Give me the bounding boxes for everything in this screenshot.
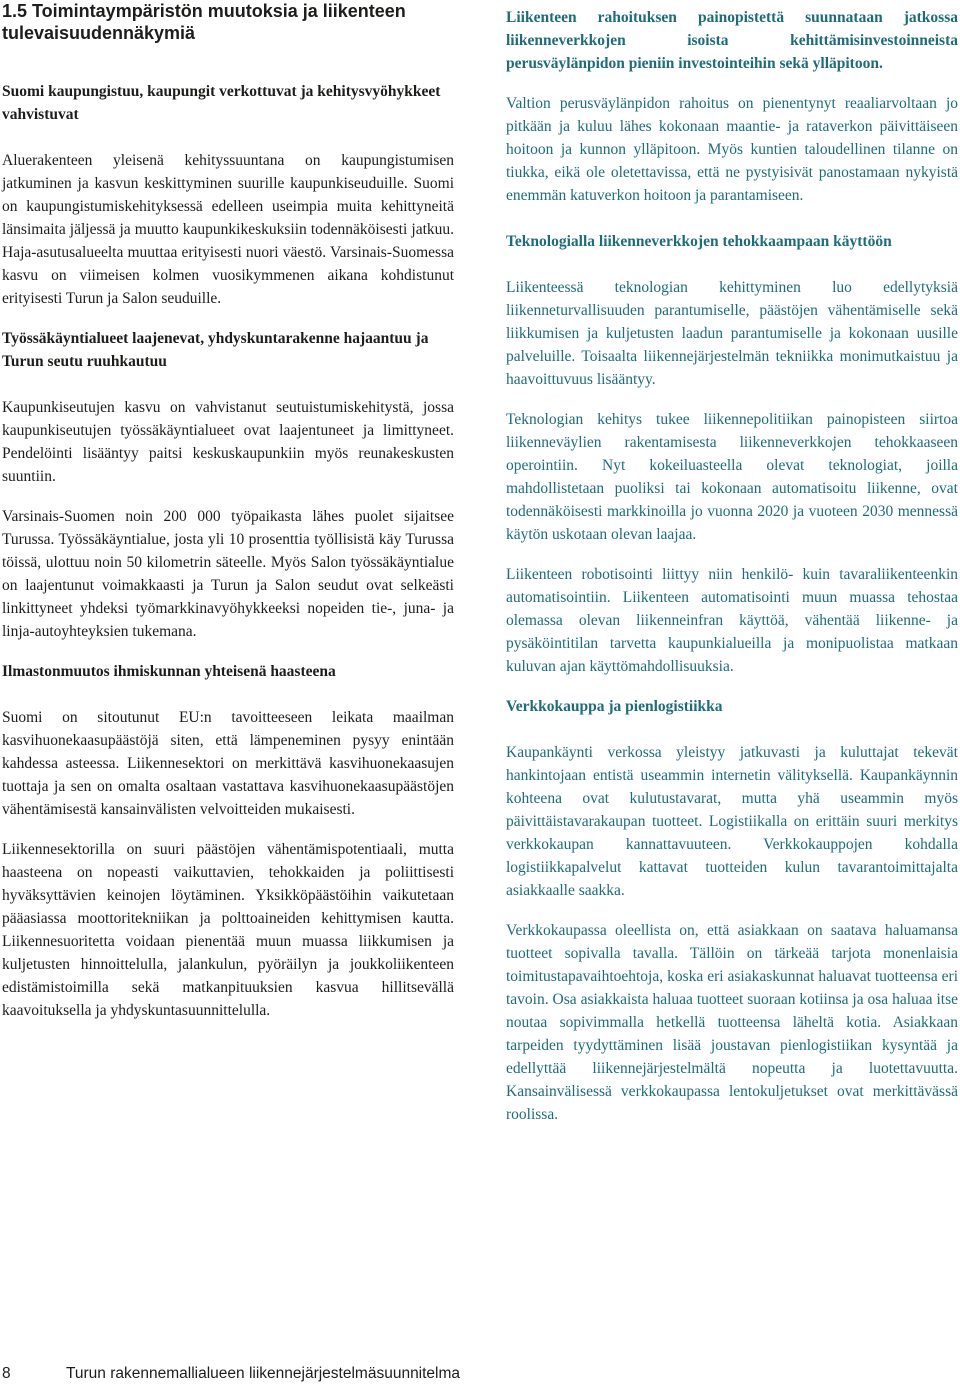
paragraph-funding: Valtion perusväylänpidon rahoitus on pienentynyt reaaliarvoltaan jo pitkään ja kuluu lähes kokonaan maantie- ja rataverkon päivittäiseen hoitoon ja kunnon ylläpitoon. Myös kuntien taloudellinen tilanne on tiukka, eikä ole oletettavissa, että ne pystyisivät panostamaan nykyistä enemmän katuverkon hoitoon ja parantamiseen. (506, 95, 958, 204)
section-title: 1.5 Toimintaympäristön muutoksia ja liikenteen tulevaisuudennäkymiä (2, 1, 406, 43)
page-footer (2, 1365, 702, 1383)
paragraph-technology-1: Liikenteessä teknologian kehittyminen luo edellytyksiä liikenneturvallisuuden parantumiselle, päästöjen vähentämiselle sekä liikkumisen ja kuljetusten laadun parantumiselle ja kokonaan uusille palveluille. Toisaalta liikennejärjestelmän tekniikka monimutkaistuu ja haavoittuvuus lisääntyy. (506, 279, 958, 388)
paragraph-climate-2: Liikennesektorilla on suuri päästöjen vähentämispotentiaali, mutta haasteena on nopeasti vaikuttavien, tehokkaiden ja poliittisesti hyväksyttävien keinojen löytäminen. Yksikköpäästöihin vaikutetaan pääasiassa moottoritekniikan ja polttoaineiden kehittymisen kautta. Liikennesuoritetta voidaan pienentää muun muassa liikkumisen ja kuljetusten hinnoittelulla, jalankulun, pyöräilyn ja joukkoliikenteen edistämistoimilla sekä matkanpituuksien kasvua hillitsevällä kaavoituksella ja yhdyskuntasuunnittelulla. (2, 841, 454, 1019)
paragraph-workareas-2: Varsinais-Suomen noin 200 000 työpaikasta lähes puolet sijaitsee Turussa. Työssäkäyntialue, josta yli 10 prosenttia työllisistä käy Turussa töissä, ulottuu noin 50 kilometrin säteelle. Myös Salon työssäkäyntialue on laajentunut voimakkaasti ja Turun ja Salon seudut ovat selkeästi linkittyneet yhdeksi työmarkkinavyöhykkeeksi nopeiden tie-, juna- ja linja-autoyhteyksien tukemana. (2, 508, 454, 640)
paragraph-ecommerce-2: Verkkokaupassa oleellista on, että asiakkaan on saatava haluamansa tuotteet sopivalla tavalla. Tällöin on tärkeää tarjota monenlaisia toimitustapavaihtoehtoja, koska eri asiakaskunnat haluavat tuotteensa eri tavoin. Osa asiakkaista haluaa tuotteet suoraan kotiinsa ja osa haluaa itse noutaa sopivimmalla hetkellä tuotteensa läheltä kotia. Asiakkaan tarpeiden tyydyttäminen lisää joustavan pienlogistiikan kysyntää ja edellyttää liikennejärjestelmältä nopeutta ja luotettavuutta. Kansainvälisessä verkkokaupassa lentokuljetukset ovat merkittävässä roolissa. (506, 922, 958, 1123)
paragraph-workareas-1: Kaupunkiseutujen kasvu on vahvistanut seutuistumiskehitystä, jossa kaupunkiseutujen työssäkäyntialueet ovat laajentuneet ja limittyneet. Pendelöinti lisääntyy paitsi keskuskaupunkiin myös reunakeskusten suuntiin. (2, 399, 454, 485)
subheading-urbanization: Suomi kaupungistuu, kaupungit verkottuvat ja kehitysvyöhykkeet vahvistuvat (2, 83, 441, 123)
page-number: 8 (2, 1365, 11, 1382)
paragraph-technology-2: Teknologian kehitys tukee liikennepolitiikan painopisteen siirtoa liikenneväylien rakentamisesta liikenneverkkojen tehokkaaseen operointiin. Nyt kokeiluasteella olevat teknologiat, joilla mahdollistetaan puoliksi tai kokonaan automatisoitu liikenne, ovat todennäköisesti markkinoilla jo vuonna 2020 ja vuoteen 2030 mennessä käytön uskotaan olevan laajaa. (506, 411, 958, 543)
publication-title: Turun rakennemallialueen liikennejärjestelmäsuunnitelma (66, 1365, 461, 1382)
paragraph-climate-1: Suomi on sitoutunut EU:n tavoitteeseen leikata maailman kasvihuonekaasupäästöjä siten, että lämpeneminen pysyy enintään kahdessa asteessa. Liikennesektori on merkittävä kasvihuonekaasujen tuottaja ja sen on omalta osaltaan vastattava kasvihuonekaasupäästöjen vähentämisestä kansainvälisten velvoitteiden mukaisesti. (2, 709, 454, 818)
paragraph-urbanization: Aluerakenteen yleisenä kehityssuuntana on kaupungistumisen jatkuminen ja kasvun keskittyminen suurille kaupunkiseuduille. Suomi on kaupungistumiskehityksessä edelleen useimpia muita kehittyneitä länsimaita jäljessä ja muutto kaupunkikeskuksiin todennäköisesti jatkuu. Haja-asutusalueelta muuttaa erityisesti nuori väestö. Varsinais-Suomessa kasvu on viimeisen kolmen vuosikymmenen aikana kohdistunut erityisesti Turun ja Salon seuduille. (2, 152, 454, 307)
subheading-technology: Teknologialla liikenneverkkojen tehokkaampaan käyttöön (506, 233, 892, 250)
paragraph-ecommerce-1: Kaupankäynti verkossa yleistyy jatkuvasti ja kuluttajat tekevät hankintojaan entistä useammin internetin välityksellä. Kaupankäynnin kohteena ovat kulutustavarat, mutta yhä useammin myös päivittäistavarakaupan tuotteet. Logistiikalla on erittäin suuri merkitys verkkokaupan kannattavuuteen. Verkkokauppojen kohdalla logistiikkapalvelut kattavat tuotteiden kulun tavarantoimittajalta asiakkaalle saakka. (506, 744, 958, 899)
subheading-ecommerce: Verkkokauppa ja pienlogistiikka (506, 698, 723, 715)
paragraph-technology-3: Liikenteen robotisointi liittyy niin henkilö- kuin tavaraliikenteenkin automatisointiin. Liikenteen automatisointi muun muassa tehostaa olemassa olevan liikenneinfran käyttöä, vähentää liikenne- ja pysäköintitilan tarvetta kaupunkialueilla ja monipuolistaa matkaan kuluvan ajan käyttömahdollisuuksia. (506, 566, 958, 675)
right-column (506, 0, 958, 1126)
left-column (2, 0, 454, 1022)
subheading-climate: Ilmastonmuutos ihmiskunnan yhteisenä haasteena (2, 663, 336, 680)
intro-highlight: Liikenteen rahoituksen painopistettä suunnataan jatkossa liikenneverkkojen isoista kehittämisinvestoinneista perusväylänpidon pieniin investointeihin sekä ylläpitoon. (506, 9, 958, 72)
subheading-workareas: Työssäkäyntialueet laajenevat, yhdyskuntarakenne hajaantuu ja Turun seutu ruuhkautuu (2, 330, 429, 370)
